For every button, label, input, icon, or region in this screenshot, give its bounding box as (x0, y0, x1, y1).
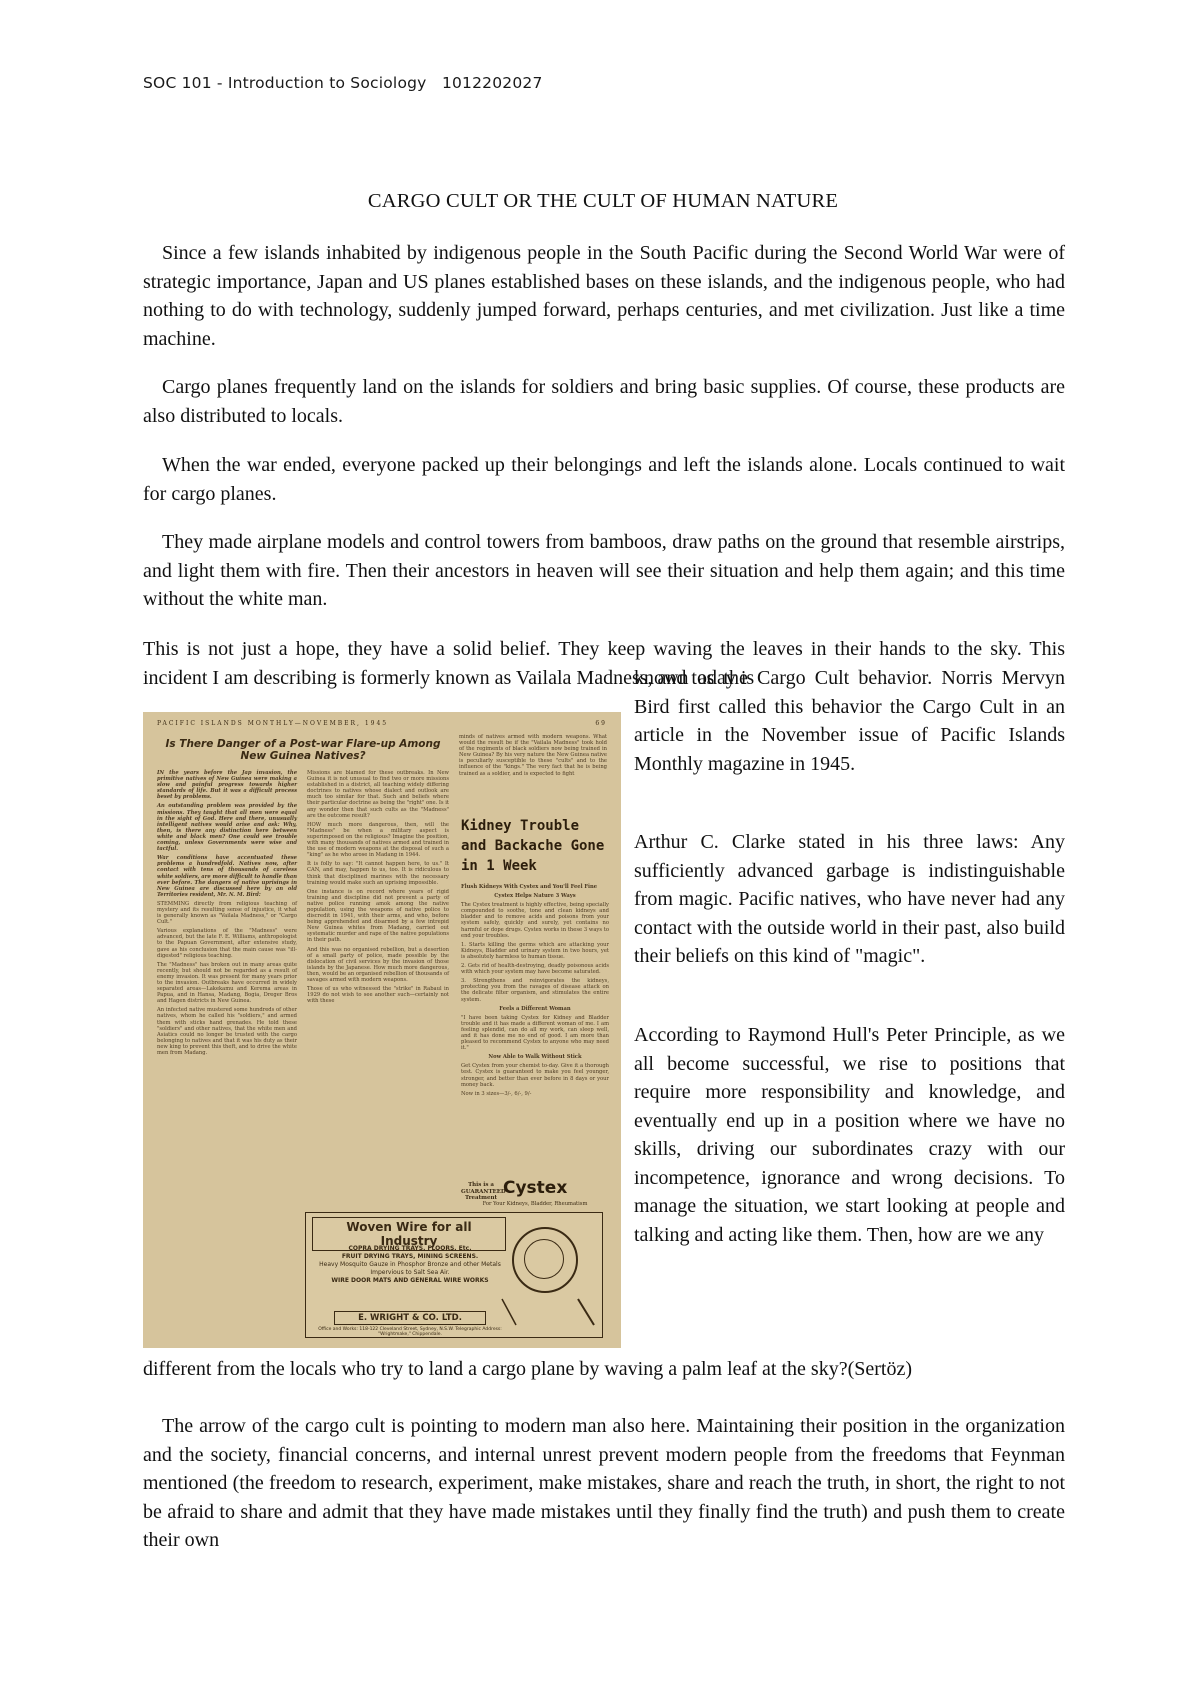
clipping-masthead-text: PACIFIC ISLANDS MONTHLY—NOVEMBER, 1945 (157, 720, 389, 727)
woven-wire-ad-title: Woven Wire for all Industry (312, 1217, 506, 1251)
kidney-ad-body (461, 884, 609, 1184)
clipping-col1-para: War conditions have accentuated these problems a hundredfold. Natives now, after contact with tens of thousands of careless white soldiers, are more difficult to handle than ever before. The dangers of native uprisings in New Guinea are discussed here by an old Territories resident, Mr. N. M. Bird: (157, 855, 297, 898)
woven-wire-ad (305, 1212, 603, 1338)
clipping-col1-para: Various explanations of the "Madness" were advanced, but the late F. E. Williams, anthropologist to the Papuan Government, after extensive study, gave as his conclusion that the main cause was "ill-digested" religious teaching. (157, 928, 297, 959)
document-title: CARGO CULT OR THE CULT OF HUMAN NATURE (367, 190, 839, 212)
paragraph-cargo-planes: Cargo planes frequently land on the islands for soldiers and bring basic supplies. Of course, these products are also distributed to locals. (143, 376, 1065, 427)
kidney-ad-para: Now Able to Walk Without Stick (488, 1054, 582, 1061)
clipping-masthead (157, 720, 607, 727)
paragraph-war-ended: When the war ended, everyone packed up their belongings and left the islands alone. Locals continued to wait for cargo planes. (143, 454, 1065, 505)
clipping-col1-para: IN the years before the Jap invasion, the primitive natives of New Guinea were making a slow and painful progress towards higher standards of life. But it was a difficult process beset by problems. (157, 770, 297, 801)
kidney-ad-para: "I have been taking Cystex for Kidney and Bladder trouble and it has made a different woman of me. I am feeling splendid, can do all my work, can sleep well, and it has done me no end of good. I am more than pleased to recommend Cystex to anyone who may need it." (461, 1014, 609, 1052)
kidney-ad-para: Cystex Helps Nature 3 Ways (494, 893, 576, 900)
kidney-ad-para: The Cystex treatment is highly effective, being specially compounded to soothe, tone and clean kidneys and bladder and to remove acids and poisons from your system safely, quickly and surely, yet contains no harmful or dope drugs. Cystex works in these 3 ways to end your troubles. (461, 902, 609, 939)
kidney-ad-para: Now in 3 sizes—3/-, 6/-, 9/- (461, 1090, 532, 1097)
kidney-ad-guarantee: This is a GUARANTEED Treatment (461, 1182, 506, 1201)
clipping-page-number: 69 (595, 720, 607, 727)
clipping-col2-para: It is folly to say: "It cannot happen here, to us." It CAN, and may, happen to us, too. It is ridiculous to think that disciplined marines with the necessary training would make such an uprising impossible. (307, 861, 449, 886)
magazine-clipping-image (143, 712, 621, 1348)
clipping-col1-para: STEMMING directly from religious teaching of mystery and its resulting sense of injustice, it what is generally known as "Vailala Madness," or "Cargo Cult." (157, 900, 297, 926)
paragraph-airplane-models: They made airplane models and control towers from bamboos, draw paths on the ground that resemble airstrips, and light them with fire. Then their ancestors in heaven will see their situation and help them again; and this time without the white man. (143, 531, 1065, 610)
wrap-paragraph-cargo-cult-naming: known as the Cargo Cult behavior. Norris Mervyn Bird first called this behavior the Cargo Cult in an article in the November issue of Pacific Islands Monthly magazine in 1945. (634, 667, 1065, 775)
kidney-ad-para: Get Cystex from your chemist to-day. Give it a thorough test. Cystex is guaranteed to make you feel younger, stronger, and better than ever before in 8 days or your money back. (461, 1063, 609, 1088)
clipping-col2-para: One instance is on record where years of rigid training and discipline did not prevent a party of native police running amok among the native population, using the weapons of native police to discredit in 1941, with their arms, and who, before being apprehended and disarmed by a few intrepid New Guinea whites from Madang, carried out systematic murder and rape of the native populations in their path. (307, 888, 449, 944)
kidney-ad-para: Flush Kidneys With Cystex and You'll Feel Fine (461, 884, 598, 890)
kidney-ad-para: 2. Gets rid of health-destroying, deadly poisonous acids with which your system may have become saturated. (461, 963, 609, 976)
woven-wire-ad-line: Heavy Mosquito Gauze in Phosphor Bronze and other Metals Impervious to Salt Sea Air. (319, 1261, 501, 1276)
paragraph-feynman-freedoms: The arrow of the cargo cult is pointing to modern man also here. Maintaining their position in the organization and the society, financial concerns, and internal unrest prevent modern people from the freedoms that Feynman mentioned (the freedom to research, experiment, make mistakes, share and reach the truth, in short, the right to not be afraid to share and admit that they have made mistakes until they finally find the truth) and push them to create their own (143, 1415, 1065, 1551)
cystex-brand-subtitle: For Your Kidneys, Bladder, Rheumatism (482, 1201, 588, 1207)
wrap-paragraph-peter-principle: According to Raymond Hull's Peter Principle, as we all become successful, we rise to positions that require more responsibility and knowledge, and eventually end up in a position where we have no skills, driving our subordinates crazy with our incompetence, ignorance and wrong decisions. To manage the situation, we start looking at people and talking and acting like them. Then, how are we any (634, 1024, 1065, 1246)
clipping-col1-para: An outstanding problem was provided by the missions. They taught that all men were equal in the sight of God. Here and there, unusually intelligent natives would arise and ask: Why, then, is there any distinction here between white and black men? One could see trouble coming, unless Governments were wise and tactful. (157, 803, 297, 853)
wrap-paragraph-clarke-laws: Arthur C. Clarke stated in his three laws: Any sufficiently advanced garbage is indistinguishable from magic. Pacific natives, who have never had any contact with the outside world in their past, also build their beliefs on this kind of "magic". (634, 831, 1065, 967)
paragraph-intro: Since a few islands inhabited by indigenous people in the South Pacific during the Second World War were of strategic importance, Japan and US planes established bases on these islands, and the indigenous people, who had nothing to do with technology, suddenly jumped forward, perhaps centuries, and met civilization. Just like a time machine. (143, 242, 1065, 350)
paragraph-palm-leaf: different from the locals who try to land a cargo plane by waving a palm leaf at the sky?(Sertöz) (143, 1358, 912, 1380)
paragraph-solid-belief: This is not just a hope, they have a solid belief. They keep waving the leaves in their hands to the sky. This incident I am describing is formerly known as Vailala Madness, and today is (143, 638, 1065, 689)
course-name: SOC 101 - Introduction to Sociology (143, 74, 427, 92)
clipping-column-3: minds of natives armed with modern weapons. What would the result be if the "Vailala Madness" took hold of the regiments of black soldiers now being trained in New Guinea? By his very nature the New Guinea native is peculiarly susceptible to these "cults" and to the influence of the "kings." The very fact that he is being trained as a soldier, and is expected to fight (459, 734, 607, 777)
woven-wire-ad-line: WIRE DOOR MATS AND GENERAL WIRE WORKS (331, 1277, 489, 1284)
cystex-brand-logo: Cystex (503, 1178, 568, 1198)
page-header (143, 74, 543, 92)
woven-wire-ad-diagonal-lines (306, 1213, 602, 1337)
kidney-ad-headline: Kidney Trouble and Backache Gone in 1 Week (461, 818, 605, 874)
kidney-ad-para: Feels a Different Woman (499, 1005, 571, 1012)
clipping-col1-para: The "Madness" has broken out in many areas quite recently, but should not be regarded as a result of enemy invasion. It was present for many years prior to the invasion. Outbreaks have occurred in widely separated areas—Lakekamu and Kerema areas in Papua, and in Hansa, Madang, Bogia, Dreger Bros and Hagen districts in New Guinea. (157, 961, 297, 1005)
kidney-ad-para: 3. Strengthens and reinvigorates the kidneys, protecting you from the ravages of disease attack on the delicate filter organism, and stimulates the entire system. (461, 978, 609, 1003)
clipping-col2-para: HOW much more dangerous, then, will the "Madness" be when a military aspect is superimposed on the religious? Imagine the position, with many thousands of natives armed and trained in the use of modern weapons at the disposal of such a "king" as he who arose in Madang in 1944. (307, 821, 449, 859)
woven-wire-ad-address: Office and Works: 118-122 Cleveland Street, Sydney, N.S.W. Telegraphic Address: "Wrightmake," Chippendale. (318, 1327, 502, 1337)
clipping-headline: Is There Danger of a Post-war Flare-up Among New Guinea Natives? (165, 738, 441, 762)
woven-wire-ad-company: E. WRIGHT & CO. LTD. (334, 1311, 486, 1325)
student-id: 1012202027 (441, 74, 543, 92)
clipping-col2-para: Missions are blamed for these outbreaks. In New Guinea it is not unusual to find two or more missions established in a district, all teaching widely differing doctrines to natives whose dialect and outlook are much too similar for that. Such and beliefs where their particular doctrine as being the "right" one. Is it any wonder then that such cults as the "Madness" are the outcome result? (307, 770, 449, 819)
clipping-col2-para: Those of us who witnessed the "strike" in Rabaul in 1929 do not wish to see another such—certainly not with these (307, 986, 449, 1005)
woven-wire-ad-line: FRUIT DRYING TRAYS, MINING SCREENS. (341, 1253, 479, 1260)
woven-wire-ad-line: COPRA DRYING TRAYS, FLOORS, Etc. (348, 1245, 472, 1252)
clipping-column-1 (157, 770, 297, 1240)
clipping-col1-para: An infected native mustered some hundreds of other natives, whom he called his "soldiers," and armed them with sticks hand grenades. He told these "soldiers" and other natives, that the white men and Asiatics could no longer be trusted with the cargo belonging to natives and that it was his duty as their new king to prevent this theft, and to drive the white men from Madang. (157, 1007, 297, 1057)
clipping-col2-para: And this was no organised rebellion, but a desertion of a small party of police, made possible by the dislocation of civil services by the invasion of those islands by the Japanese. How much more dangerous, then, would be an organised rebellion of thousands of savages armed with modern weapons. (307, 946, 449, 983)
kidney-ad-para: 1. Starts killing the germs which are attacking your Kidneys, Bladder and urinary system in two hours, yet is absolutely harmless to human tissue. (461, 941, 609, 960)
clipping-column-2 (307, 770, 449, 1170)
